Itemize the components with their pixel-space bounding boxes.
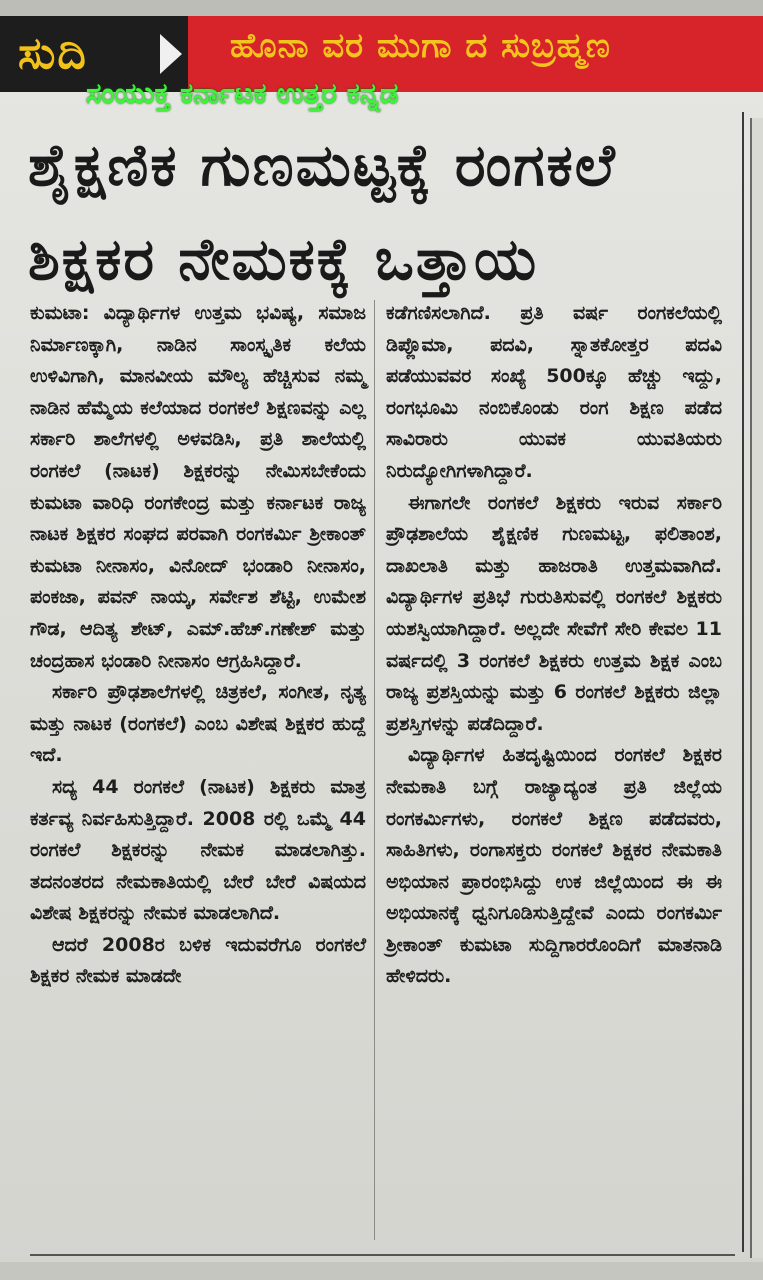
paragraph: ವಿದ್ಯಾರ್ಥಿಗಳ ಹಿತದೃಷ್ಟಿಯಿಂದ ರಂಗಕಲೆ ಶಿಕ್ಷಕರ ನೇಮಕಾತಿ ಬಗ್ಗೆ ರಾಜ್ಯಾದ್ಯಂತ ಪ್ರತಿ ಜಿಲ್ಲೆಯ ರಂಗಕರ್ಮಿಗಳು, ರಂಗಕಲೆ ಶಿಕ್ಷಣ ಪಡೆದವರು, ಸಾಹಿತಿಗಳು, ರಂಗಾಸಕ್ತರು ರಂಗಕಲೆ ಶಿಕ್ಷಕರ ನೇಮಕಾತಿ ಅಭಿಯಾನ ಪ್ರಾರಂಭಿಸಿದ್ದು ಉಕ ಜಿಲ್ಲೆಯಿಂದ ಈ ಈ ಅಭಿಯಾನಕ್ಕೆ ಧ್ವನಿಗೂಡಿಸುತ್ತಿದ್ದೇವೆ ಎಂದು ರಂಗಕರ್ಮಿ ಶ್ರೀಕಾಂತ್ ಕುಮಟಾ ಸುದ್ದಿಗಾರರೊಂದಿಗೆ ಮಾತನಾಡಿ ಹೇಳಿದರು. bbox=[386, 744, 722, 988]
banner-tagline: ಹೊನಾ ವರ ಮುಗಾ ದ ಸುಬ್ರಹ್ಮಣ bbox=[230, 26, 611, 66]
headline-line-2: ಶಿಕ್ಷಕರ ನೇಮಕಕ್ಕೆ ಒತ್ತಾಯ bbox=[28, 225, 539, 293]
right-border-rule bbox=[742, 112, 744, 1252]
overlay-source-title: ಸಂಯುಕ್ತ ಕರ್ನಾಟಕ ಉತ್ತರ ಕನ್ನಡ bbox=[86, 76, 399, 110]
paragraph: ಈಗಾಗಲೇ ರಂಗಕಲೆ ಶಿಕ್ಷಕರು ಇರುವ ಸರ್ಕಾರಿ ಪ್ರೌಢಶಾಲೆಯ ಶೈಕ್ಷಣಿಕ ಗುಣಮಟ್ಟ, ಫಲಿತಾಂಶ, ದಾಖಲಾತಿ ಮತ್ತು ಹಾಜರಾತಿ ಉತ್ತಮವಾಗಿದೆ. ವಿದ್ಯಾರ್ಥಿಗಳ ಪ್ರತಿಭೆ ಗುರುತಿಸುವಲ್ಲಿ ರಂಗಕಲೆ ಶಿಕ್ಷಕರು ಯಶಸ್ವಿಯಾಗಿದ್ದಾರೆ. ಅಲ್ಲದೇ ಸೇವೆಗೆ ಸೇರಿ ಕೇವಲ 11 ವರ್ಷದಲ್ಲಿ 3 ರಂಗಕಲೆ ಶಿಕ್ಷಕರು ಉತ್ತಮ ಶಿಕ್ಷಕ ಎಂಬ ರಾಜ್ಯ ಪ್ರಶಸ್ತಿಯನ್ನು ಮತ್ತು 6 ರಂಗಕಲೆ ಶಿಕ್ಷಕರು ಜಿಲ್ಲಾ ಪ್ರಶಸ್ತಿಗಳನ್ನು ಪಡೆದಿದ್ದಾರೆ. bbox=[386, 491, 722, 735]
play-arrow-icon bbox=[160, 34, 182, 74]
paragraph: ಸದ್ಯ 44 ರಂಗಕಲೆ (ನಾಟಕ) ಶಿಕ್ಷಕರು ಮಾತ್ರ ಕರ್ತವ್ಯ ನಿರ್ವಹಿಸುತ್ತಿದ್ದಾರೆ. 2008 ರಲ್ಲಿ ಒಮ್ಮೆ 44 ರಂಗಕಲೆ ಶಿಕ್ಷಕರನ್ನು ನೇಮಕ ಮಾಡಲಾಗಿತ್ತು. ತದನಂತರದ ನೇಮಕಾತಿಯಲ್ಲಿ ಬೇರೆ ಬೇರೆ ವಿಷಯದ ವಿಶೇಷ ಶಿಕ್ಷಕರನ್ನು ನೇಮಕ ಮಾಡಲಾಗಿದೆ. bbox=[30, 775, 366, 925]
paragraph: ಸರ್ಕಾರಿ ಪ್ರೌಢಶಾಲೆಗಳಲ್ಲಿ ಚಿತ್ರಕಲೆ, ಸಂಗೀತ, ನೃತ್ಯ ಮತ್ತು ನಾಟಕ (ರಂಗಕಲೆ) ಎಂಬ ವಿಶೇಷ ಶಿಕ್ಷಕರ ಹುದ್ದೆ ಇದೆ. bbox=[30, 681, 366, 767]
paragraph: ಆದರೆ 2008ರ ಬಳಿಕ ಇದುವರೆಗೂ ರಂಗಕಲೆ ಶಿಕ್ಷಕರ ನೇಮಕ ಮಾಡದೇ bbox=[30, 933, 366, 988]
paragraph: ಕಡೆಗಣಿಸಲಾಗಿದೆ. ಪ್ರತಿ ವರ್ಷ ರಂಗಕಲೆಯಲ್ಲಿ ಡಿಪ್ಲೊಮಾ, ಪದವಿ, ಸ್ನಾತಕೋತ್ತರ ಪದವಿ ಪಡೆಯುವವರ ಸಂಖ್ಯೆ 500ಕ್ಕೂ ಹೆಚ್ಚು ಇದ್ದು, ರಂಗಭೂಮಿ ನಂಬಿಕೊಂಡು ರಂಗ ಶಿಕ್ಷಣ ಪಡೆದ ಸಾವಿರಾರು ಯುವಕ ಯುವತಿಯರು ನಿರುದ್ಯೋಗಿಗಳಾಗಿದ್ದಾರೆ. bbox=[386, 302, 722, 482]
headline-line-1: ಶೈಕ್ಷಣಿಕ ಗುಣಮಟ್ಟಕ್ಕೆ ರಂಗಕಲೆ bbox=[28, 131, 617, 199]
article-column-right bbox=[386, 298, 722, 993]
paragraph: ಕುಮಟಾ: ವಿದ್ಯಾರ್ಥಿಗಳ ಉತ್ತಮ ಭವಿಷ್ಯ, ಸಮಾಜ ನಿರ್ಮಾಣಕ್ಕಾಗಿ, ನಾಡಿನ ಸಾಂಸ್ಕೃತಿಕ ಕಲೆಯ ಉಳಿವಿಗಾಗಿ, ಮಾನವೀಯ ಮೌಲ್ಯ ಹೆಚ್ಚಿಸುವ ನಮ್ಮ ನಾಡಿನ ಹೆಮ್ಮೆಯ ಕಲೆಯಾದ ರಂಗಕಲೆ ಶಿಕ್ಷಣವನ್ನು ಎಲ್ಲ ಸರ್ಕಾರಿ ಶಾಲೆಗಳಲ್ಲಿ ಅಳವಡಿಸಿ, ಪ್ರತಿ ಶಾಲೆಯಲ್ಲಿ ರಂಗಕಲೆ (ನಾಟಕ) ಶಿಕ್ಷಕರನ್ನು ನೇಮಿಸಬೇಕೆಂದು ಕುಮಟಾ ವಾರಿಧಿ ರಂಗಕೇಂದ್ರ ಮತ್ತು ಕರ್ನಾಟಕ ರಾಜ್ಯ ನಾಟಕ ಶಿಕ್ಷಕರ ಸಂಘದ ಪರವಾಗಿ ರಂಗಕರ್ಮಿ ಶ್ರೀಕಾಂತ್ ಕುಮಟಾ ನೀನಾಸಂ, ವಿನೋದ್ ಭಂಡಾರಿ ನೀನಾಸಂ, ಪಂಕಜಾ, ಪವನ್ ನಾಯ್ಕ, ಸರ್ವೇಶ ಶೆಟ್ಟಿ, ಉಮೇಶ ಗೌಡ, ಆದಿತ್ಯ ಶೇಟ್, ಎಮ್.ಹೆಚ್.ಗಣೇಶ್ ಮತ್ತು ಚಂದ್ರಹಾಸ ಭಂಡಾರಿ ನೀನಾಸಂ ಆಗ್ರಹಿಸಿದ್ದಾರೆ. bbox=[30, 302, 366, 672]
section-brand: ಸುದಿ bbox=[0, 16, 188, 92]
article-column-left bbox=[30, 298, 366, 993]
bottom-paper-edge bbox=[0, 1262, 763, 1280]
headline bbox=[28, 118, 728, 306]
adjacent-article-edge bbox=[750, 118, 763, 1258]
column-divider bbox=[374, 300, 375, 1240]
top-paper-edge bbox=[0, 0, 763, 16]
bottom-rule bbox=[30, 1254, 735, 1256]
